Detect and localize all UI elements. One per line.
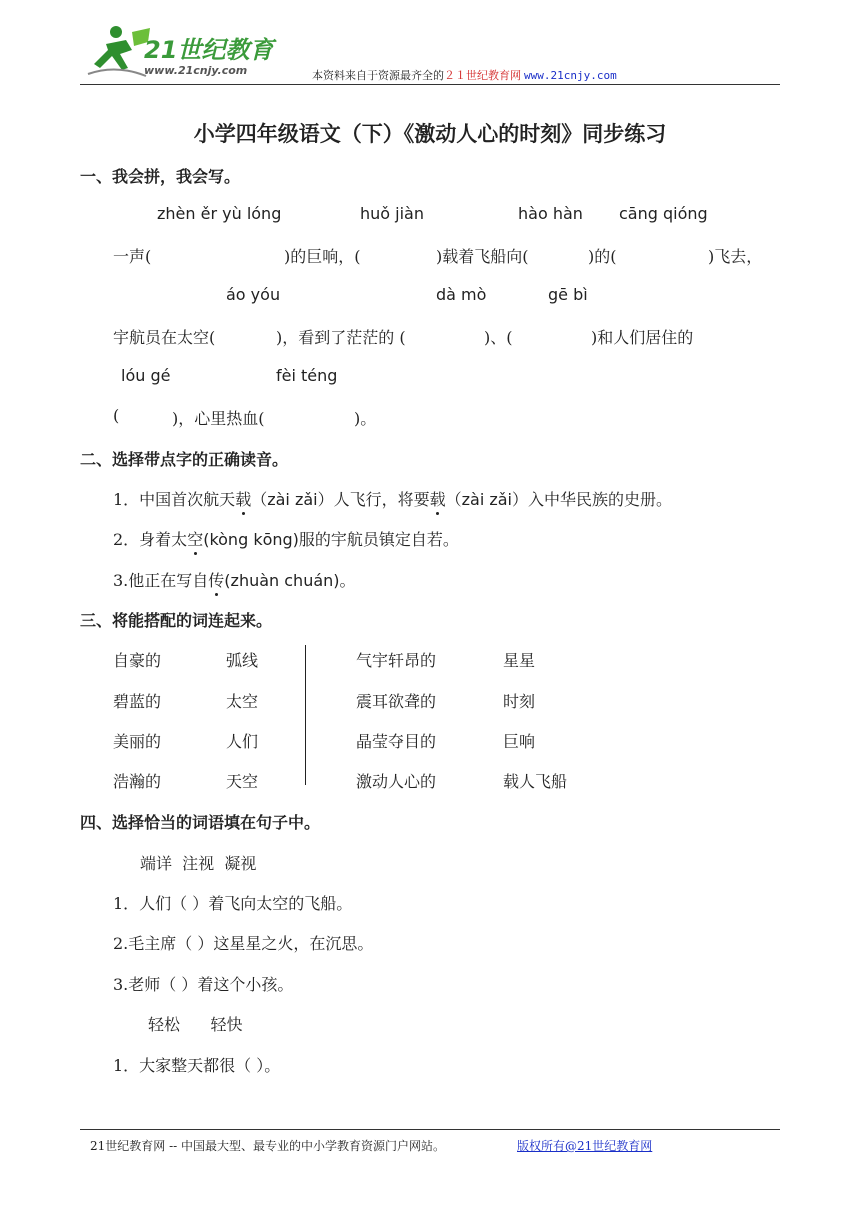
- logo-url: www.21cnjy.com: [144, 64, 248, 77]
- question-4-4: 1．大家整天都很（ ）。: [113, 1056, 281, 1075]
- match-item: 气宇轩昂的: [356, 651, 437, 670]
- dotted-char: 载: [235, 487, 251, 510]
- page-title: 小学四年级语文（下）《激动人心的时刻》同步练习: [193, 122, 667, 146]
- question-2-2: [113, 527, 459, 550]
- pinyin: huǒ jiàn: [360, 204, 424, 223]
- sentence-part: 宇航员在太空(: [113, 328, 216, 347]
- text: 1．中国首次航天: [113, 490, 236, 509]
- match-item: 天空: [226, 772, 259, 791]
- question-4-3: 3.老师（ ）着这个小孩。: [113, 975, 294, 994]
- sentence-part: )飞去，: [708, 247, 763, 266]
- match-item: 人们: [226, 732, 259, 751]
- sentence-part: )、(: [484, 328, 513, 347]
- sentence-part: )和人们居住的: [591, 328, 694, 347]
- header-logo: [86, 24, 286, 82]
- match-item: 美丽的: [113, 732, 162, 751]
- pinyin: zhèn ěr yù lóng: [157, 204, 282, 223]
- match-item: 时刻: [503, 692, 536, 711]
- sentence-part: )，看到了茫茫的 (: [276, 328, 406, 347]
- section-2-heading: 二、选择带点字的正确读音。: [80, 450, 289, 469]
- question-4-2: 2.毛主席（ ）这星星之火，在沉思。: [113, 934, 374, 953]
- header-notice: [312, 67, 617, 83]
- section-1-heading: 一、我会拼，我会写。: [80, 167, 241, 186]
- match-item: 自豪的: [113, 651, 162, 670]
- match-divider: [305, 645, 306, 785]
- section-3-heading: 三、将能搭配的词连起来。: [80, 611, 273, 630]
- text: 2．身着太: [113, 530, 188, 549]
- match-item: 载人飞船: [503, 772, 568, 791]
- match-item: 激动人心的: [356, 772, 437, 791]
- match-item: 星星: [503, 651, 536, 670]
- dotted-char: 载: [430, 487, 446, 510]
- match-item: 太空: [226, 692, 259, 711]
- sentence-part: (: [113, 406, 120, 425]
- pinyin: fèi téng: [276, 366, 338, 385]
- section-4-heading: 四、选择恰当的词语填在句子中。: [80, 813, 321, 832]
- text: 3.他正在写自: [113, 571, 209, 590]
- pinyin: gē bì: [548, 285, 588, 304]
- word-bank-2: 轻松 轻快: [148, 1015, 243, 1034]
- match-item: 震耳欲聋的: [356, 692, 437, 711]
- pinyin: lóu gé: [121, 366, 171, 385]
- logo-text: 21世纪教育: [144, 36, 274, 64]
- notice-site: ２１世纪教育网: [444, 69, 521, 82]
- question-4-1: 1．人们（ ）着飞向太空的飞船。: [113, 894, 353, 913]
- pinyin: hào hàn: [518, 204, 583, 223]
- text: （zài zǎi）入中华民族的史册。: [445, 490, 672, 509]
- pinyin: áo yóu: [226, 285, 281, 304]
- match-item: 晶莹夺目的: [356, 732, 437, 751]
- text: (zhuàn chuán)。: [224, 571, 356, 590]
- footer-left: 21世纪教育网 -- 中国最大型、最专业的中小学教育资源门户网站。: [90, 1139, 446, 1153]
- footer-copyright-link[interactable]: 版权所有@21世纪教育网: [517, 1139, 653, 1153]
- question-2-3: [113, 568, 356, 591]
- dotted-char: 空: [187, 527, 203, 550]
- match-item: 弧线: [226, 651, 259, 670]
- word-bank-1: 端详 注视 凝视: [140, 854, 257, 873]
- notice-prefix: 本资料来自于资源最齐全的: [312, 69, 444, 82]
- question-2-1: [113, 487, 672, 510]
- match-item: 浩瀚的: [113, 772, 162, 791]
- pinyin: dà mò: [436, 285, 487, 304]
- sentence-part: )。: [354, 409, 377, 428]
- sentence-part: )载着飞船向(: [436, 247, 529, 266]
- dotted-char: 传: [208, 568, 224, 591]
- match-item: 巨响: [503, 732, 536, 751]
- notice-url[interactable]: www.21cnjy.com: [524, 69, 617, 82]
- sentence-part: )的巨响，(: [284, 247, 361, 266]
- header-rule: [80, 84, 780, 85]
- text: （zài zǎi）人飞行，将要: [251, 490, 430, 509]
- pinyin: cāng qióng: [619, 204, 708, 223]
- text: (kòng kōng)服的宇航员镇定自若。: [203, 530, 459, 549]
- footer-rule: [80, 1129, 780, 1130]
- match-item: 碧蓝的: [113, 692, 162, 711]
- sentence-part: )的(: [588, 247, 617, 266]
- sentence-part: 一声(: [113, 247, 152, 266]
- sentence-part: )，心里热血(: [172, 409, 265, 428]
